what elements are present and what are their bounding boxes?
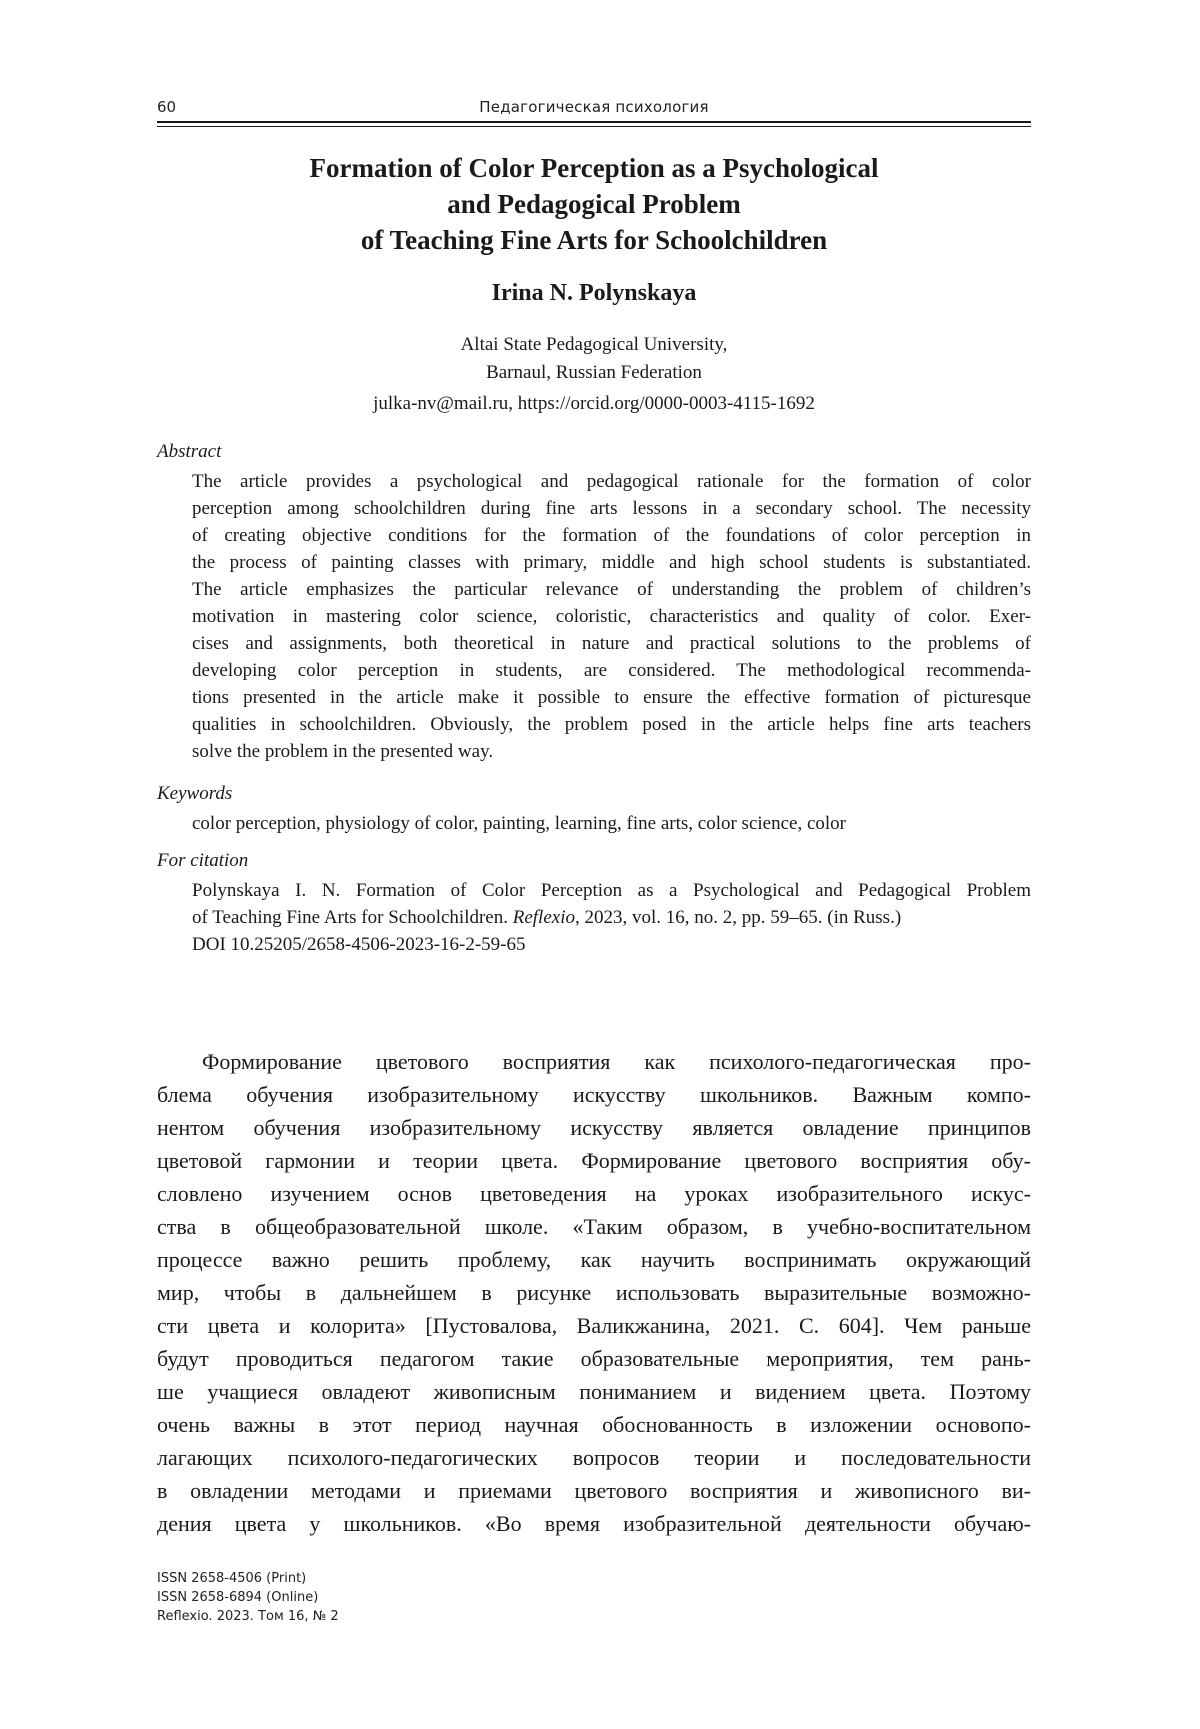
title-line: of Teaching Fine Arts for Schoolchildren: [360, 225, 828, 255]
body-line: лагающих психолого-педагогических вопросов теории и последовательности: [157, 1445, 1031, 1470]
author-name: Irina N. Polynskaya: [491, 280, 697, 306]
issn-line: [157, 1569, 339, 1607]
affiliation: [157, 331, 1031, 387]
abstract-text: [192, 468, 1031, 765]
abstract-line: solve the problem in the presented way.: [192, 741, 494, 762]
body-line: дения цвета у школьников. «Во время изобразительной деятельности обучаю-: [157, 1511, 1031, 1536]
abstract-line: the process of painting classes with primary, middle and high school students is substantiated.: [192, 552, 1031, 573]
keywords-text: [192, 810, 1031, 837]
body-line: ства в общеобразовательной школе. «Таким образом, в учебно-воспитательном: [157, 1214, 1031, 1239]
body-line: очень важны в этот период научная обоснованность в изложении основопо-: [157, 1412, 1031, 1437]
body-line: нентом обучения изобразительному искусству является овладение принципов: [157, 1115, 1031, 1140]
body-line: ше учащиеся овладеют живописным пониманием и видением цвета. Поэтому: [157, 1379, 1031, 1404]
doi-line: DOI 10.25205/2658-4506-2023-16-2-59-65: [192, 934, 526, 955]
article-title: [157, 150, 1031, 258]
issn-print: ISSN 2658-4506 (Print): [157, 1571, 307, 1586]
abstract-label: Abstract: [157, 441, 222, 462]
citation-text-part: , 2023, vol. 16, no. 2, pp. 59–65. (in Russ.): [574, 907, 902, 928]
abstract-line: tions presented in the article make it possible to ensure the effective formation of picturesque: [192, 687, 1031, 708]
page-footer: [157, 1569, 339, 1626]
body-line: в овладении методами и приемами цветового восприятия и живописного ви-: [157, 1478, 1031, 1503]
keywords-line: color perception, physiology of color, painting, learning, fine arts, color science, color: [192, 813, 847, 834]
abstract-line: The article emphasizes the particular relevance of understanding the problem of children’s: [192, 579, 1031, 600]
abstract-line: The article provides a psychological and pedagogical rationale for the formation of color: [192, 471, 1031, 492]
abstract-line: developing color perception in students, are considered. The methodological recommenda-: [192, 660, 1031, 681]
citation-line: Polynskaya I. N. Formation of Color Perception as a Psychological and Pedagogical Problem: [192, 880, 1031, 901]
affiliation-line: Barnaul, Russian Federation: [486, 362, 702, 383]
page-number: 60: [157, 98, 177, 116]
body-line: будут проводиться педагогом такие образовательные мероприятия, тем рань-: [157, 1346, 1031, 1371]
issn-online: ISSN 2658-6894 (Online): [157, 1590, 319, 1605]
body-line: цветовой гармонии и теории цвета. Формирование цветового восприятия обу-: [157, 1148, 1031, 1173]
body-line: Формирование цветового восприятия как психолого-педагогическая про-: [202, 1049, 1031, 1074]
body-text: [157, 1045, 1031, 1540]
affiliation-line: Altai State Pedagogical University,: [460, 334, 728, 355]
title-line: and Pedagogical Problem: [447, 189, 741, 219]
abstract-line: cises and assignments, both theoretical in nature and practical solutions to the problems of: [192, 633, 1031, 654]
body-line: словлено изучением основ цветоведения на уроках изобразительного искус-: [157, 1181, 1031, 1206]
author-contact: julka-nv@mail.ru, https://orcid.org/0000-0003-4115-1692: [373, 393, 815, 414]
running-title: Педагогическая психология: [479, 98, 709, 116]
citation-label: For citation: [157, 850, 249, 871]
title-line: Formation of Color Perception as a Psychological: [309, 153, 879, 183]
body-line: сти цвета и колорита» [Пустовалова, Валикжанина, 2021. С. 604]. Чем раньше: [157, 1313, 1031, 1338]
abstract-line: motivation in mastering color science, coloristic, characteristics and quality of color. Exer-: [192, 606, 1031, 627]
journal-name: Reflexio: [512, 907, 575, 928]
citation-text: [192, 877, 1031, 958]
citation-line: [192, 904, 1031, 931]
abstract-line: qualities in schoolchildren. Obviously, the problem posed in the article helps fine arts teachers: [192, 714, 1031, 735]
abstract-line: of creating objective conditions for the formation of the foundations of color perception in: [192, 525, 1031, 546]
body-line: мир, чтобы в дальнейшем в рисунке использовать выразительные возможно-: [157, 1280, 1031, 1305]
citation-text-part: of Teaching Fine Arts for Schoolchildren.: [192, 907, 513, 928]
body-line: блема обучения изобразительному искусству школьников. Важным компо-: [157, 1082, 1031, 1107]
journal-issue: Reflexio. 2023. Том 16, № 2: [157, 1609, 339, 1624]
header-rule-thin: [157, 126, 1031, 127]
body-line: процессе важно решить проблему, как научить воспринимать окружающий: [157, 1247, 1031, 1272]
header-rule-thick: [157, 121, 1031, 123]
keywords-label: Keywords: [157, 783, 233, 804]
running-header: [157, 98, 1031, 120]
abstract-line: perception among schoolchildren during fine arts lessons in a secondary school. The necessity: [192, 498, 1031, 519]
